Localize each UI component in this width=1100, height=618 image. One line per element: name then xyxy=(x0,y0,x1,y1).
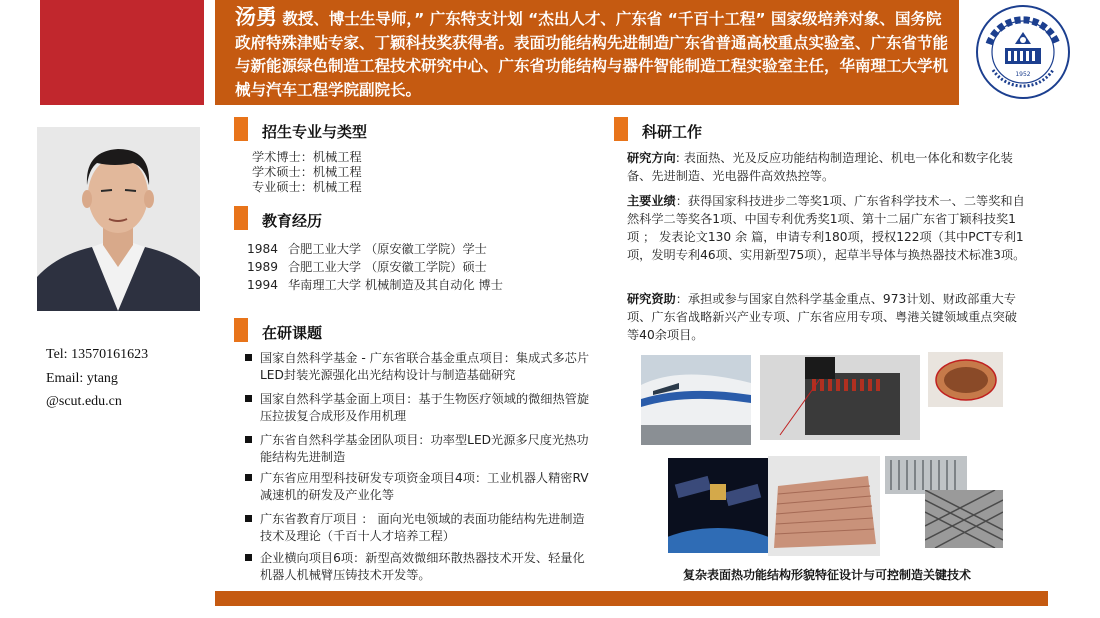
contact-email: Email: ytang xyxy=(46,371,118,386)
header-left-strip xyxy=(40,0,204,105)
header-intro xyxy=(235,6,953,102)
project-item: 企业横向项目6项：新型高效微细环散热器技术开发、轻量化机器人机械臂压铸技术开发等。 xyxy=(260,550,590,584)
mesh-surface-image xyxy=(925,490,1003,548)
admission-title: 招生专业与类型 xyxy=(262,123,368,141)
professor-name: 汤勇 xyxy=(235,5,277,29)
satellite-image xyxy=(668,458,771,553)
svg-text:1952: 1952 xyxy=(1015,71,1031,78)
project-item: 国家自然科学基金面上项目：基于生物医疗领域的微细热管旋压拉拔复合成形及作用机理 xyxy=(260,391,590,425)
university-logo xyxy=(975,4,1071,100)
project-item: 广东省自然科学基金团队项目：功率型LED光源多尺度光热功能结构先进制造 xyxy=(260,432,590,466)
footer-bar xyxy=(215,591,1048,606)
research-direction: 研究方向: 表面热、光及反应功能结构制造理论、机电一体化和数字化装备、先进制造、光电器件高效热控等。 xyxy=(627,151,1013,183)
section-marker xyxy=(234,117,248,141)
header-description: 教授、博士生导师，” 广东特支计划 “杰出人才、广东省 “千百十工程” 国家级培养对象、国务院政府特殊津贴专家、丁颖科技奖获得者。表面功能结构先进制造广东省普通高校重点实验室、广东省节能与新能源绿色制造工程技术研究中心、广东省功能结构与器件智能制造工程实验室主任，华南理工大学机械与汽车工程学院副院长。 xyxy=(235,10,949,99)
admission-item: 专业硕士：机械工程 xyxy=(252,180,362,194)
education-year: 1994 xyxy=(247,278,279,292)
education-title: 教育经历 xyxy=(262,212,323,230)
research-image-caption: 复杂表面热功能结构形貌特征设计与可控制造关键技术 xyxy=(683,568,972,582)
contact-email-domain: @scut.edu.cn xyxy=(46,394,122,409)
section-marker xyxy=(614,117,628,141)
research-funding: 研究资助：承担或参与国家自然科学基金重点、973计划、财政部重大专项、广东省战略新兴产业专项、广东省应用专项、粤港关键领域重点突破等40余项目。 xyxy=(627,292,1017,342)
project-item: 国家自然科学基金 - 广东省联合基金重点项目：集成式多芯片LED封装光源强化出光结构设计与制造基础研究 xyxy=(260,350,590,384)
scut-seal-icon xyxy=(975,4,1071,100)
portrait-image xyxy=(37,127,200,311)
professor-photo xyxy=(37,127,200,311)
microchannel-plate-image xyxy=(768,456,880,556)
fin-structure-image xyxy=(885,456,967,494)
project-item: 广东省教育厅项目 ： 面向光电领域的表面功能结构先进制造技术及理论（千百十人才培养工程） xyxy=(260,511,590,545)
section-marker xyxy=(234,318,248,342)
contact-tel: Tel: 13570161623 xyxy=(46,347,149,362)
project-item: 广东省应用型科技研发专项资金项目4项：工业机器人精密RV减速机的研发及产业化等 xyxy=(260,470,590,504)
projects-title: 在研课题 xyxy=(262,324,323,342)
education-year: 1989 xyxy=(247,260,279,274)
section-marker xyxy=(234,206,248,230)
education-year: 1984 xyxy=(247,242,279,256)
admission-item: 学术博士：机械工程 xyxy=(252,150,362,164)
led-module-image xyxy=(760,355,920,440)
research-achievements: 主要业绩：获得国家科技进步二等奖1项、广东省科学技术一、二等奖和自然科学二等奖各1项、中国专利优秀奖1项、第十二届广东省丁颖科技奖1项 ； 发表论文130 余 篇，申请专利180项，授权122项（其中PCT专利1项，发明专利46项、实用新型75项），起草半导体与换热器技术标准3项。 xyxy=(627,194,1026,262)
train-image xyxy=(641,355,751,445)
research-title: 科研工作 xyxy=(642,123,703,141)
admission-item: 学术硕士：机械工程 xyxy=(252,165,362,179)
education-item: 合肥工业大学 （原安徽工学院）硕士 xyxy=(288,260,487,274)
heat-pipe-image xyxy=(928,352,1003,407)
education-item: 合肥工业大学 （原安徽工学院）学士 xyxy=(288,242,487,256)
education-item: 华南理工大学 机械制造及其自动化 博士 xyxy=(288,278,503,292)
